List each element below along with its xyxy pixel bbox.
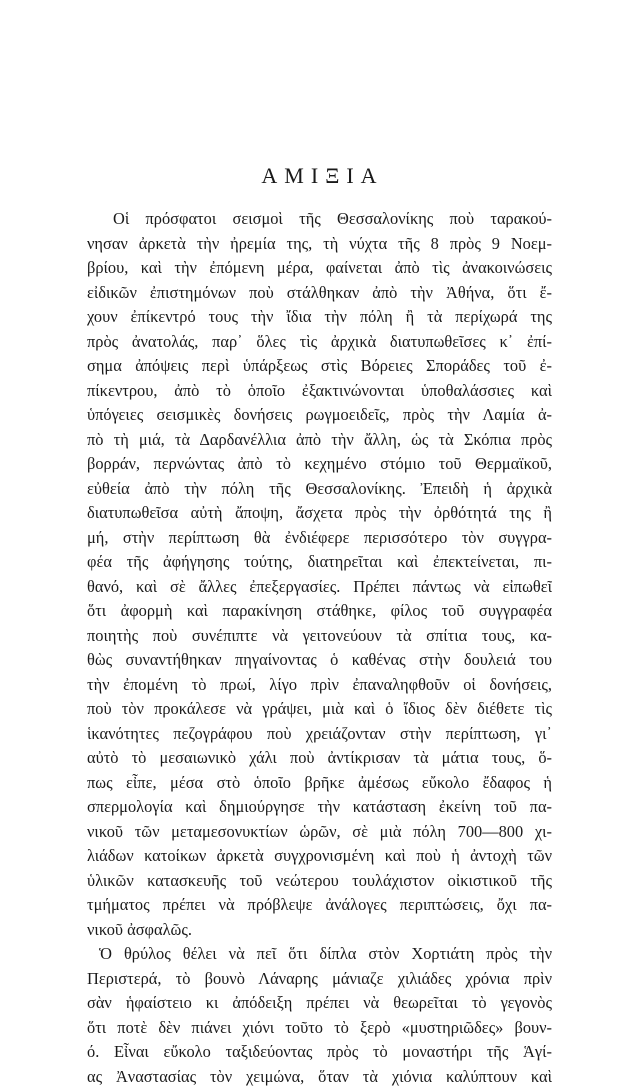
text-line: χουν ἐπίκεντρό τους τὴν ἴδια τὴν πόλη ἢ τὰ περίχωρά της	[87, 305, 552, 330]
text-line: πὸ τὴ μιά, τὰ Δαρδανέλλια ἀπὸ τὴν ἄλλη, ὡς τὰ Σκόπια πρὸς	[87, 428, 552, 453]
text-line: θὼς συναντήθηκαν πηγαίνοντας ὁ καθένας στὴν δουλειά του	[87, 648, 552, 673]
text-line: ποὺ τὸν προκάλεσε νὰ γράψει, μιὰ καὶ ὁ ἴδιος δὲν διέθετε τὶς	[87, 697, 552, 722]
text-line: φέα τῆς ἀφήγησης τούτης, διατηρεῖται καὶ ἐπεκτείνεται, πι-	[87, 550, 552, 575]
text-line: λιάδων κατοίκων ἀρκετὰ συγχρονισμένη καὶ ποὺ ἡ ἀντοχὴ τῶν	[87, 844, 552, 869]
text-line: ό. Εἶναι εὔκολο ταξιδεύοντας πρὸς τὸ μοναστήρι τῆς Ἁγί-	[87, 1040, 552, 1065]
text-line: ὑπόγειες σεισμικὲς δονήσεις ρωγμοειδεῖς, πρὸς τὴν Λαμία ἀ-	[87, 403, 552, 428]
text-line: σπερμολογία καὶ δημιούργησε τὴν κατάσταση ἐκείνη τοῦ πα-	[87, 795, 552, 820]
text-line: ας Ἀναστασίας τὸν χειμώνα, ὅταν τὰ χιόνια καλύπτουν καὶ	[87, 1065, 552, 1089]
text-line: Οἱ πρόσφατοι σεισμοὶ τῆς Θεσσαλονίκης ποὺ ταρακού-	[87, 207, 552, 232]
text-line: πρὸς ἀνατολάς, παρ᾽ ὅλες τὶς ἀρχικὰ διατυπωθεῖσες κ᾽ ἐπί-	[87, 330, 552, 355]
text-line: πίκεντρου, ἀπὸ τὸ ὁποῖο ἐξακτινώνονται ὑποθαλάσσιες καὶ	[87, 379, 552, 404]
text-line: διατυπωθεῖσα αὐτὴ ἄποψη, ἄσχετα πρὸς τὴν ὀρθότητά της ἢ	[87, 501, 552, 526]
text-line: εὐθεία ἀπὸ τὴν πόλη τῆς Θεσσαλονίκης. Ἐπειδὴ ἡ ἀρχικὰ	[87, 477, 552, 502]
text-line: νικοῦ τῶν μεταμεσονυκτίων ὡρῶν, σὲ μιὰ πόλη 700—800 χι-	[87, 820, 552, 845]
paragraph-1	[87, 207, 552, 942]
text-line: μή, στὴν περίπτωση θὰ ἐνδιέφερε περισσότερο τὸν συγγρα-	[87, 526, 552, 551]
text-line: τμήματος πρέπει νὰ πρόβλεψε ἀνάλογες περιπτώσεις, ὄχι πα-	[87, 893, 552, 918]
text-line: ποιητὴς ποὺ συνέπιπτε νὰ γειτονεύουν τὰ σπίτια τους, κα-	[87, 624, 552, 649]
text-line: νικοῦ ἀσφαλῶς.	[87, 918, 552, 943]
text-line: σημα ἀπόψεις περὶ ὑπάρξεως στὶς Βόρειες Σποράδες τοῦ ἐ-	[87, 354, 552, 379]
text-line: ὑλικῶν κατασκευῆς τοῦ νεώτερου τουλάχιστον οἰκιστικοῦ τῆς	[87, 869, 552, 894]
text-line: σὰν ἡφαίστειο κι ἀπόδειξη πρέπει νὰ θεωρεῖται τὸ γεγονὸς	[87, 991, 552, 1016]
text-line: βρίου, καὶ τὴν ἐπόμενη μέρα, φαίνεται ἀπὸ τὶς ἀνακοινώσεις	[87, 256, 552, 281]
text-line: βορράν, περνώντας ἀπὸ τὸ κεχημένο στόμιο τοῦ Θερμαϊκοῦ,	[87, 452, 552, 477]
paragraph-2	[87, 942, 552, 1089]
text-line: ὅτι ἀφορμὴ καὶ παρακίνηση στάθηκε, φίλος τοῦ συγγραφέα	[87, 599, 552, 624]
text-line: νησαν ἀρκετὰ τὴν ἠρεμία της, τὴ νύχτα τῆς 8 πρὸς 9 Νοεμ-	[87, 232, 552, 257]
text-line: ἱκανότητες πεζογράφου ποὺ χρειάζονταν στὴν περίπτωση, γι᾽	[87, 722, 552, 747]
text-line: πως εἶπε, μέσα στὸ ὁποῖο βρῆκε ἀμέσως εὔκολο ἔδαφος ἡ	[87, 771, 552, 796]
body-text	[87, 207, 552, 1089]
chapter-title: ΑΜΙΞΙΑ	[0, 163, 631, 189]
text-line: εἰδικῶν ἐπιστημόνων ποὺ στάλθηκαν ἀπὸ τὴν Ἀθήνα, ὅτι ἔ-	[87, 281, 552, 306]
text-line: ὅτι ποτὲ δὲν πιάνει χιόνι τοῦτο τὸ ξερὸ «μυστηριῶδες» βουν-	[87, 1016, 552, 1041]
text-line: Περιστερά, τὸ βουνὸ Λάναρης μάνιαζε χιλιάδες χρόνια πρὶν	[87, 967, 552, 992]
text-line: τὴν ἐπομένη τὸ πρωί, λίγο πρὶν ἐπαναληφθοῦν οἱ δονήσεις,	[87, 673, 552, 698]
text-line: αὐτὸ τὸ μεσαιωνικὸ χάλι ποὺ ἀντίκρισαν τὰ μάτια τους, ὅ-	[87, 746, 552, 771]
text-line: θανό, καὶ σὲ ἄλλες ἐπεξεργασίες. Πρέπει πάντως νὰ εἰπωθεῖ	[87, 575, 552, 600]
text-line: Ὁ θρύλος θέλει νὰ πεῖ ὅτι δίπλα στὸν Χορτιάτη πρὸς τὴν	[87, 942, 552, 967]
